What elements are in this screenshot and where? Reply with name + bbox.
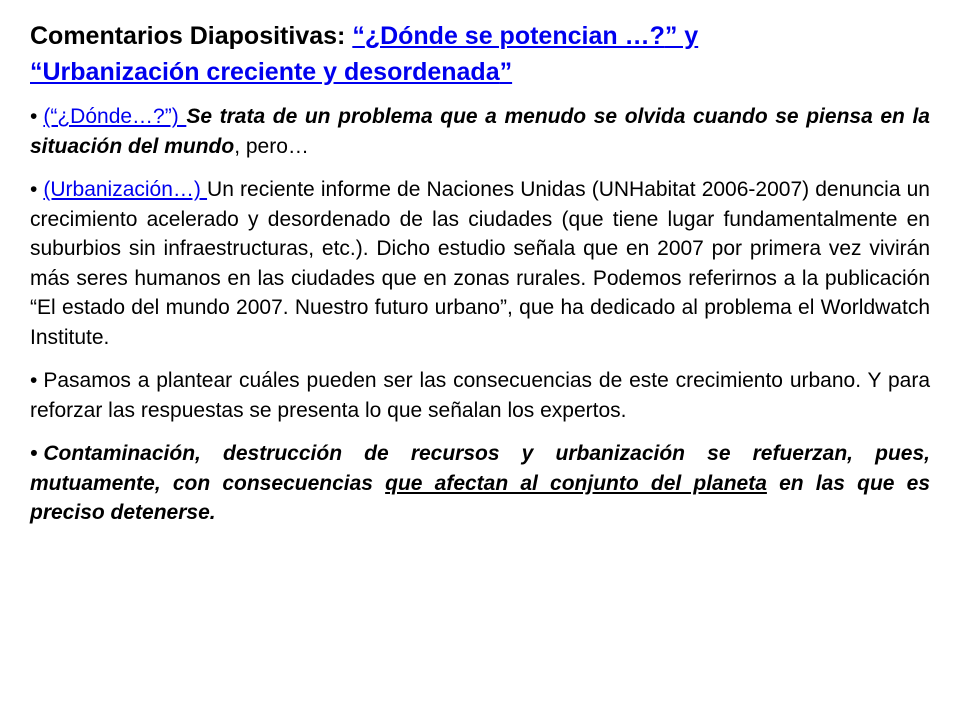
title-close-quote-2[interactable]: ”: [499, 58, 513, 86]
title-prefix: Comentarios Diapositivas:: [30, 22, 353, 50]
bullet-marker: •: [30, 369, 38, 392]
title-link-donde[interactable]: ¿Dónde se potencian …?: [364, 22, 665, 50]
title-close-and[interactable]: ” y: [664, 22, 699, 50]
title-open-quote-2[interactable]: “: [30, 58, 43, 86]
title-open-quote-1[interactable]: “: [352, 22, 365, 50]
bullet-donde: [30, 102, 930, 161]
title-link-urbanizacion[interactable]: Urbanización creciente y desordenada: [42, 58, 500, 86]
bullet-link-urbanizacion[interactable]: (Urbanización…): [43, 178, 208, 201]
bullet-marker: •: [30, 178, 38, 201]
bullet-contaminacion-underlined: que afectan al conjunto del planeta: [385, 471, 767, 495]
bullet-marker: •: [30, 105, 38, 128]
bullet-marker: •: [30, 442, 38, 465]
bullet-consecuencias: [30, 366, 930, 425]
bullet-consecuencias-text: Pasamos a plantear cuáles pueden ser las consecuencias de este crecimiento urbano. Y para reforzar las respuestas se presenta lo que señalan los expertos.: [30, 369, 930, 422]
bullet-urbanizacion: [30, 175, 930, 352]
bullet-contaminacion-text-a: Contaminación, destrucción de recursos y urbanización se refuerzan, pues, mutuamente, con consecuencias: [30, 442, 930, 495]
slide-title: [30, 18, 930, 90]
bullet-urbanizacion-text: Un reciente informe de Naciones Unidas (UNHabitat 2006-2007) denuncia un crecimiento acelerado y desordenado de las ciudades (que tiene lugar fundamentalmente en suburbios sin infraestructuras, etc.). Dicho estudio señala que en 2007 por primera vez vivirán más seres humanos en las ciudades que en zonas rurales. Podemos referirnos a la publicación “El estado del mundo 2007. Nuestro futuro urbano”, que ha dedicado al problema el Worldwatch Institute.: [30, 178, 930, 349]
bullet-donde-rest: , pero…: [234, 134, 309, 158]
bullet-contaminacion: [30, 439, 930, 528]
bullet-donde-emphasis: Se trata de un problema que a menudo se olvida cuando se piensa en la situación del mundo: [30, 105, 930, 158]
bullet-contaminacion-text-b: en las que es preciso detenerse.: [30, 471, 931, 524]
bullet-link-donde[interactable]: (“¿Dónde…?”): [43, 105, 187, 128]
